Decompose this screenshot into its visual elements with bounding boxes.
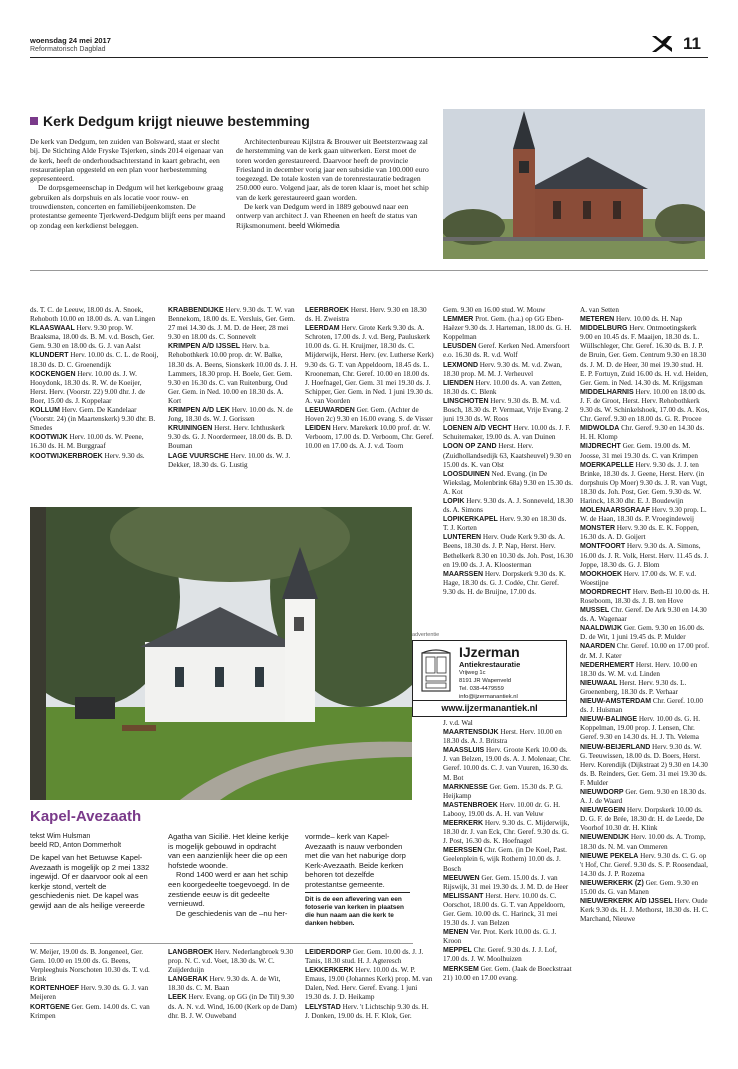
kapel-paragraph: Agatha van Sicilië. Het kleine kerkje is mogelijk gebouwd in opdracht van een aanzienlijk heer die op een hofstede woonde. [168, 832, 289, 870]
listing-entry: LEUSDEN Geref. Kerken Ned. Amersfoort e.o. 16.30 ds. R. v.d. Wolf [443, 342, 570, 360]
listing-entry: MIDDELBURG Herv. Ontmoetingskerk 9.00 en 10.45 ds. F. Maaijen, 18.30 ds. L. Wüllschleger, Chr. Geref. 16.30 ds. B. J. P. de Bruin, Ger. Gem. Centrum 9.30 en 18.30 ds. J. M. D. de Heer, 30 mei 19.30 stud. H. E. P. Fortuyn, Zuid 16.00 ds. H. v.d. Heiden, Ger. Gem. in Ned. 14.30 ds. M. Krijgsman [580, 324, 708, 387]
listing-entry: MAARSSEN Herv. Dorpskerk 9.30 ds. K. Hage, 18.30 ds. G. J. Codée, Chr. Geref. 9.30 ds. H. de Bruijne, 17.00 ds. [443, 569, 566, 596]
listing-entry: J. v.d. Wal [443, 719, 473, 727]
listing-entry: Gem. 9.30 en 16.00 stud. W. Mouw [443, 306, 546, 314]
listing-entry: MIDDELHARNIS Herv. 10.00 en 18.00 ds. J. F. de Groot, Herst. Herv. Rehobothkerk 9.30 ds. W. Schinkelshoek, 17.00 ds. A. Kos, Chr. Geref. 9.30 en 18.00 ds. G. R. Procee [580, 387, 710, 424]
kapel-paragraph: Rond 1400 werd er aan het schip een koorgedeelte toegevoegd. In de zestiende eeuw is dit gedeelte vernieuwd. [168, 870, 290, 909]
kapel-column-2 [168, 832, 290, 918]
listing-entry: NIEUW-AMSTERDAM Chr. Geref. 10.00 ds. J. Huisman [580, 697, 703, 715]
listing-entry: MOERKAPELLE Herv. 9.30 ds. J. J. ten Brinke, 18.30 ds. J. Geene, Herst. Herv. (in dorpshuis Op Moer) 9.30 ds. J. R. van Vugt, 18.30 ds. Joh. Post, Ger. Gem. 9.30 ds. W. Harinck, 18.30 dhr. E. J. Boudewijn [580, 460, 708, 505]
listing-entry: NIEUWERKERK A/D IJSSEL Herv. Oude Kerk 9.30 ds. H. J. Methorst, 18.30 ds. H. C. Marchand, Nieuwe [580, 897, 709, 924]
listing-entry: MEEUWEN Ger. Gem. 15.00 ds. J. van Rijswijk, 31 mei 19.30 ds. J. M. D. de Heer [443, 873, 569, 891]
listing-entry: LEEUWARDEN Ger. Gem. (Achter de Hoven 2c) 9.30 en 16.00 evang. S. de Visser [305, 406, 433, 424]
headline-marker [30, 117, 38, 125]
listing-entry: KORTGENE Ger. Gem. 14.00 ds. C. van Krimpen [30, 1002, 150, 1020]
listing-entry: LEERDAM Herv. Grote Kerk 9.30 ds. A. Schroten, 17.00 ds. J. v.d. Berg, Pauluskerk 10.00 ds. G. H. Kruijmer, 18.30 ds. C. Mijderwijk, Herst. Herv. (ev. Lutherse Kerk) 9.30 ds. G. T. van Appeldoorn, 18.45 ds. L. Krooneman, Chr. Geref. 10.00 en 18.00 ds. J. Hoefnagel, Ger. Gem. 31 mei 19.30 ds. J. Schipper, Ger. Gem. in Ned. 1 juni 19.30 ds. A. van Voorden [305, 324, 434, 405]
listing-entry: LOPIKERKAPEL Herv. 9.30 en 18.30 ds. T. J. Korten [443, 515, 567, 533]
listing-entry: LEERBROEK Herst. Herv. 9.30 en 18.30 ds. H. Zweistra [305, 306, 427, 324]
series-note: Dit is de een aflevering van een fotoserie van kerken in plaatsen die hun naam aan die kerk te danken hebben. [305, 892, 410, 928]
kapel-paragraph: De geschiedenis van de –nu her- [176, 908, 288, 918]
listing-entry: KORTENHOEF Herv. 9.30 ds. G. J. van Meijeren [30, 984, 149, 1002]
rd-logo-icon [650, 34, 674, 54]
kapel-credits [30, 832, 121, 850]
bottom-section-divider [30, 943, 413, 944]
bottom-listing-column-1 [30, 948, 160, 1060]
ad-city: 8191 JR Wapenveld [459, 678, 511, 684]
kapel-avezaath-photo [30, 507, 412, 800]
listing-entry: MAASSLUIS Herv. Groote Kerk 10.00 ds. J. van Belzen, 19.00 ds. A. J. Molenaar, Chr. Geref. 10.00 ds. C. J. van Vuuren, 16.30 ds. M. Bot [443, 746, 571, 782]
listing-entry: KRABBENDIJKE Herv. 9.30 ds. T. W. van Bennekom, 18.00 ds. E. Versluis, Ger. Gem. 27 mei 14.30 ds. J. M. D. de Heer, 28 mei 9.30 en 18.00 ds. C. Sonnevelt [168, 306, 296, 342]
kapel-text-credit: tekst Wim Hulsman [30, 833, 91, 840]
listing-entry: MOOKHOEK Herv. 17.00 ds. W. F. v.d. Woestijne [580, 569, 697, 587]
listing-entry: MONTFOORT Herv. 9.30 ds. A. Simons, 16.00 ds. J. R. Volk, Herst. Herv. 11.45 ds. J. Joppe, 18.30 ds. G. J. Blom [580, 542, 709, 569]
ad-phone: Tel. 038-4479559 [459, 686, 504, 692]
listing-column-3 [305, 306, 435, 504]
listing-entry: LOOSDUINEN Ned. Evang. (in De Wiekslag, Molenbrink 68a) 9.30 en 15.30 ds. A. Kot [443, 469, 573, 496]
listing-entry: KOLLUM Herv. Gem. De Kandelaar (Voorstr. 24) (in Maartenskerk) 9.30 dhr. B. Smedes [30, 406, 156, 433]
listing-entry: MUSSEL Chr. Geref. De Ark 9.30 en 14.30 ds. A. Wagenaar [580, 606, 707, 624]
listing-entry: KOOTWIJKERBROEK Herv. 9.30 ds. [30, 451, 145, 460]
listing-entry: MARKNESSE Ger. Gem. 15.30 ds. P. G. Heijkamp [443, 782, 563, 800]
listing-entry: MENEN Ver. Prot. Kerk 10.00 ds. G. J. Kroon [443, 928, 557, 946]
issue-date: woensdag 24 mei 2017 [30, 36, 111, 45]
headline-text: Kerk Dedgum krijgt nieuwe bestemming [43, 113, 310, 129]
listing-entry: KLAASWAAL Herv. 9.30 prop. W. Braaksma, 18.00 ds. B. M. v.d. Bosch, Ger. Gem. 9.30 en 18.00 ds. G. J. van Aalst [30, 324, 155, 351]
listing-entry: MONSTER Herv. 9.30 ds. E. K. Foppen, 16.30 ds. A. D. Goijert [580, 524, 699, 542]
listing-entry: NIEUWDORP Ger. Gem. 9.30 en 18.30 ds. A. J. de Waard [580, 787, 707, 806]
listing-entry: MERKSEM Ger. Gem. (Jaak de Boeckstraat 21) 10.00 en 17.00 evang. [443, 964, 572, 982]
listing-column-4 [443, 306, 573, 630]
listing-entry: KRUININGEN Herst. Herv. Ichthuskerk 9.30 ds. G. J. Noordermeer, 18.00 ds. B. D. Bouman [168, 424, 293, 451]
article-column-2 [236, 137, 432, 230]
listing-entry: ds. T. C. de Leeuw, 18.00 ds. A. Snoek, Rehoboth 10.00 en 18.00 ds. A. van Lingen [30, 306, 156, 324]
listing-entry: KRIMPEN A/D LEK Herv. 10.00 ds. N. de Jong, 18.30 ds. W. J. Gorissen [168, 406, 293, 424]
listing-entry: MELISSANT Herst. Herv. 10.00 ds. C. Oorschot, 18.00 ds. G. T. van Appeldoorn, Ger. Gem. 10.00 ds. C. Harinck, 31 mei 19.30 ds. J. van Belzen [443, 891, 565, 928]
listing-entry: MASTENBROEK Herv. 10.00 dr. G. H. Labooy, 19.00 ds. A. H. van Veluw [443, 800, 561, 818]
listing-entry: NIEUW-BEIJERLAND Herv. 9.30 ds. W. G. Teeuwissen, 18.00 ds. D. Boers, Herst. Herv. Korendijk (Dijkstraat 2) 9.30 en 14.30 ds. B. Reinders, Ger. Gem. 31 mei 19.30 ds. F. Mulder [580, 742, 708, 787]
listing-entry: A. van Setten [580, 306, 619, 314]
listing-entry: MEPPEL Chr. Geref. 9.30 ds. J. J. Lof, 17.00 ds. J. W. Moolhuizen [443, 946, 557, 964]
listing-entry: MEERSSEN Chr. Gem. (in De Koel, Past. Geelenplein 6, wijk Rothem) 10.00 ds. J. Bosch [443, 846, 567, 873]
listing-entry: LEEK Herv. Evang. op GG (in De Til) 9.30 ds. A. N. v.d. Wind, 16.00 (Kerk op de Dam) dhr. B. J. W. Ouweband [168, 993, 297, 1020]
listing-entry: NAALDWIJK Ger. Gem. 9.30 en 16.00 ds. D. de Wit, 1 juni 19.45 ds. P. Mulder [580, 624, 705, 642]
ad-street: Vrijweg 1c [459, 670, 486, 676]
cabinet-icon [420, 647, 452, 693]
listing-entry: KOOTWIJK Herv. 10.00 ds. W. Peene, 16.30 ds. H. M. Burggraaf [30, 433, 144, 451]
header-divider [30, 57, 708, 58]
listing-entry: NIEUWERKERK (Z) Ger. Gem. 9.30 en 15.00 ds. G. van Manen [580, 878, 699, 896]
listing-entry: KLUNDERT Herv. 10.00 ds. C. L. de Rooij, 18.30 ds. D. C. Groenendijk [30, 351, 159, 369]
bottom-listing-column-3 [305, 948, 435, 1060]
listing-entry: MOORDRECHT Herv. Beth-El 10.00 ds. H. Roseboom, 18.30 ds. J. B. ten Hove [580, 587, 710, 605]
kapel-photo-credit: beeld RD, Anton Dommerholt [30, 842, 122, 849]
listing-entry: LUNTEREN Herv. Oude Kerk 9.30 ds. A. Beens, 18.30 ds. J. P. Nap, Herst. Herv. Bethelkerk 8.30 en 10.30 ds. Joh. Post, 16.30 en 19.00 ds. J. A. Kloosterman [443, 533, 573, 569]
listing-entry: W. Meijer, 19.00 ds. B. Jongeneel, Ger. Gem. 10.00 en 19.00 ds. G. Beens, Verpleeghuis Norschoten 10.30 ds. T. v.d. Brink [30, 948, 150, 984]
kapel-title: Kapel-Avezaath [30, 808, 142, 825]
listing-entry: MOLENAARSGRAAF Herv. 9.30 prop. L. W. de Haan, 18.30 ds. P. Vroegindeweij [580, 506, 707, 524]
listing-entry: NIEUWAAL Herst. Herv. 9.30 ds. L. Groenenberg, 18.30 ds. P. Verhaar [580, 678, 687, 696]
article-column-1 [30, 137, 226, 230]
ijzerman-advertisement[interactable] [412, 640, 567, 717]
listing-entry: LINSCHOTEN Herv. 9.30 ds. B. M. v.d. Bosch, 18.30 ds. P. Vermaat, Vrije Evang. 2 juni 19.30 ds. W. Roos [443, 396, 569, 424]
listing-entry: MIJDRECHT Ger. Gem. 19.00 ds. M. Joosse, 31 mei 19.30 ds. C. van Krimpen [580, 442, 698, 460]
listing-entry: LOPIK Herv. 9.30 ds. A. J. Sonneveld, 18.30 ds. A. Simons [443, 496, 573, 515]
listing-entry: LEMMER Prot. Gem. (h.a.) op GG Eben-Haëzer 9.30 ds. J. Harteman, 18.00 ds. G. H. Koppelman [443, 315, 572, 342]
ad-subtitle: Antiekrestauratie [459, 660, 521, 669]
listing-entry: KRIMPEN A/D IJSSEL Herv. b.a. Rehobothkerk 10.00 prop. dr. W. Balke, 18.30 ds. A. Beens, Sionskerk 10.00 ds. J. H. Lammers, 18.30 prop. H. Boele, Ger. Gem. 9.30 en 16.30 ds. C. van Ruitenburg, Oud Ger. Gem. in Ned. 10.00 en 18.30 ds. A. Kort [168, 342, 298, 405]
ad-brand-name: IJzerman [459, 644, 520, 660]
listing-entry: LEXMOND Herv. 9.30 ds. M. v.d. Zwan, 18.30 prop. M. M. J. Verheuvel [443, 360, 562, 378]
listing-entry: LELYSTAD Herv. 't Lichtschip 9.30 ds. H. J. Donken, 19.00 ds. H. F. Klok, Ger. [305, 1002, 429, 1020]
article-headline [30, 113, 310, 129]
ad-label: advertentie [412, 632, 440, 638]
kapel-column-1: De kapel van het Betuwse Kapel-Avezaath is mogelijk op 2 mei 1332 ingewijd. Of er daarvoor ook al een kerkje stond, vertelt de geschiedenis niet. De kapel was gewijd aan de als heilige vereerde [30, 853, 150, 910]
listing-entry: NIEUWE PEKELA Herv. 9.30 ds. C. G. op 't Hof, Chr. Geref. 9.30 ds. S. P. Roosendaal, 14.30 ds. J. P. Rozema [580, 851, 708, 878]
listing-entry: METEREN Herv. 10.00 ds. H. Nap [580, 315, 683, 324]
photo-credit: beeld Wikimedia [288, 222, 340, 230]
kapel-column-3: vormde– kerk van Kapel-Avezaath is nauw verbonden met die van het naburige dorp Kerk-Avezaath. Beide kerken behoren tot dezelfde protestantse gemeente. [305, 832, 406, 889]
listing-entry: LIENDEN Herv. 10.00 ds. A. van Zetten, 18.30 ds. C. Blenk [443, 378, 562, 396]
listing-entry: MAARTENSDIJK Herst. Herv. 10.00 en 18.30 ds. A. J. Britstra [443, 728, 562, 746]
listing-entry: LEIDERDORP Ger. Gem. 10.00 ds. J. J. Tanis, 18.30 stud. H. J. Agteresch [305, 948, 424, 966]
listing-entry: NAARDEN Chr. Geref. 10.00 en 17.00 prof. dr. M. J. Kater [580, 642, 710, 660]
ad-website-link[interactable]: www.ijzermanantiek.nl [413, 700, 566, 716]
listing-entry: NIEUW-BALINGE Herv. 10.00 ds. G. H. Koppelman, 19.00 prop. J. Lensen, Chr. Geref. 9.30 en 14.30 ds. H. J. Th. Velema [580, 715, 701, 742]
dedgum-church-photo [443, 109, 705, 259]
listing-entry: LEIDEN Herv. Marekerk 10.00 prof. dr. W. Verboom, 17.00 ds. D. Verboom, Chr. Geref. 10.00 en 17.00 ds. A. J. v.d. Toorn [305, 424, 434, 451]
listing-entry: LEKKERKERK Herv. 10.00 ds. W. P. Emaus, 19.00 (Johannes Kerk) prop. M. van Dalen, Ned. Herv. Geref. Evang. 1 juni 19.30 ds. J. D. Heikamp [305, 966, 433, 1002]
listing-entry: LANGERAK Herv. 9.30 ds. A. de Wit, 18.30 ds. C. M. Baan [168, 975, 281, 993]
listing-entry: LOENEN A/D VECHT Herv. 10.00 ds. J. F. Schuitemaker, 19.00 ds. A. van Duinen [443, 424, 571, 442]
listing-column-1 [30, 306, 160, 504]
article-paragraph: De dorpsgemeenschap in Dedgum wil het kerkgebouw graag gebruiken als dorpshuis en als locatie voor rouw- en trouwdiensten, concerten en familiebijeenkomsten. De protestantse gemeente Tjerkwerd-Dedgum blijft eens per maand op zondag een kerkdienst beleggen. [30, 183, 226, 230]
listing-entry: KOCKENGEN Herv. 10.00 ds. J. W. Hooydonk, 18.30 ds. R. W. de Koeijer, Herst. Herv. (Voorstr. 22) 9.00 dhr. J. de Boer, 15.00 ds. J. Koppelaar [30, 369, 145, 405]
listing-entry: MEERKERK Herv. 9.30 ds. C. Mijderwijk, 18.30 dr. J. van Eck, Chr. Geref. 9.30 ds. G. J. Post, 16.30 ds. K. Hoefnagel [443, 819, 570, 846]
article-paragraph: De kerk van Dedgum werd in 1889 gebouwd naar een ontwerp van architect J. van Rheenen en heeft de status van Rijksmonument. beeld Wikimedia [236, 202, 418, 230]
page-number: 11 [683, 34, 701, 53]
listing-column-4-continued [443, 719, 573, 1069]
listing-entry: NEDERHEMERT Herst. Herv. 10.00 en 18.30 ds. W. M. v.d. Linden [580, 660, 698, 678]
article-paragraph: De kerk van Dedgum, ten zuiden van Bolsward, staat er slecht bij. De Stichting Alde Fryske Tsjerken, sinds 2014 eigenaar van de kerk, heeft de onderhoudsachterstand in kaart gebracht, een restauratieplan opgesteld en een plan voor herbestemming gepresenteerd. [30, 137, 224, 184]
bottom-listing-column-2 [168, 948, 298, 1060]
section-divider [30, 270, 708, 271]
listing-entry: NIEUWENDIJK Herv. 10.00 ds. A. Tromp, 18.30 ds. N. M. van Ommeren [580, 833, 706, 851]
paper-name: Reformatorisch Dagblad [30, 46, 106, 53]
listing-entry: LANGBROEK Herv. Nederlangbroek 9.30 prop. N. C. v.d. Voet, 18.30 ds. W. C. Zuijderduijn [168, 948, 294, 975]
listing-column-2 [168, 306, 298, 504]
listing-entry: NIEUWEGEIN Herv. Dorpskerk 10.00 ds. D. G. F. de Brée, 18.30 dr. H. de Leede, De Voorhof 10.30 dr. H. Klink [580, 806, 705, 833]
listing-column-5 [580, 306, 710, 1058]
listing-entry: LOON OP ZAND Herst. Herv. (Zuidhollandsedijk 63, Kaatsheuvel) 9.30 en 15.00 ds. K. van Olst [443, 442, 572, 469]
article-paragraph: Architectenbureau Kijlstra & Brouwer uit Beetsterzwaag zal de herstemming van de kerk gaan uitwerken. Eerst moet de toren worden gerestaureerd. Daarvoor heeft de provincie Friesland in december vorig jaar een subsidie van 100.000 euro toegezegd. De totale kosten van de torenrestauratie bedragen 250.000 euro. Volgend jaar, als de toren klaar is, moet het schip van de kerk gerestaureerd gaan worden. [236, 137, 429, 202]
listing-entry: MIDWOLDA Chr. Geref. 9.30 en 14.30 ds. H. H. Klomp [580, 424, 705, 442]
listing-entry: LAGE VUURSCHE Herv. 10.00 ds. W. J. Dekker, 18.30 ds. G. Lustig [168, 451, 291, 469]
ad-email[interactable]: info@ijzermanantiek.nl [459, 694, 518, 700]
